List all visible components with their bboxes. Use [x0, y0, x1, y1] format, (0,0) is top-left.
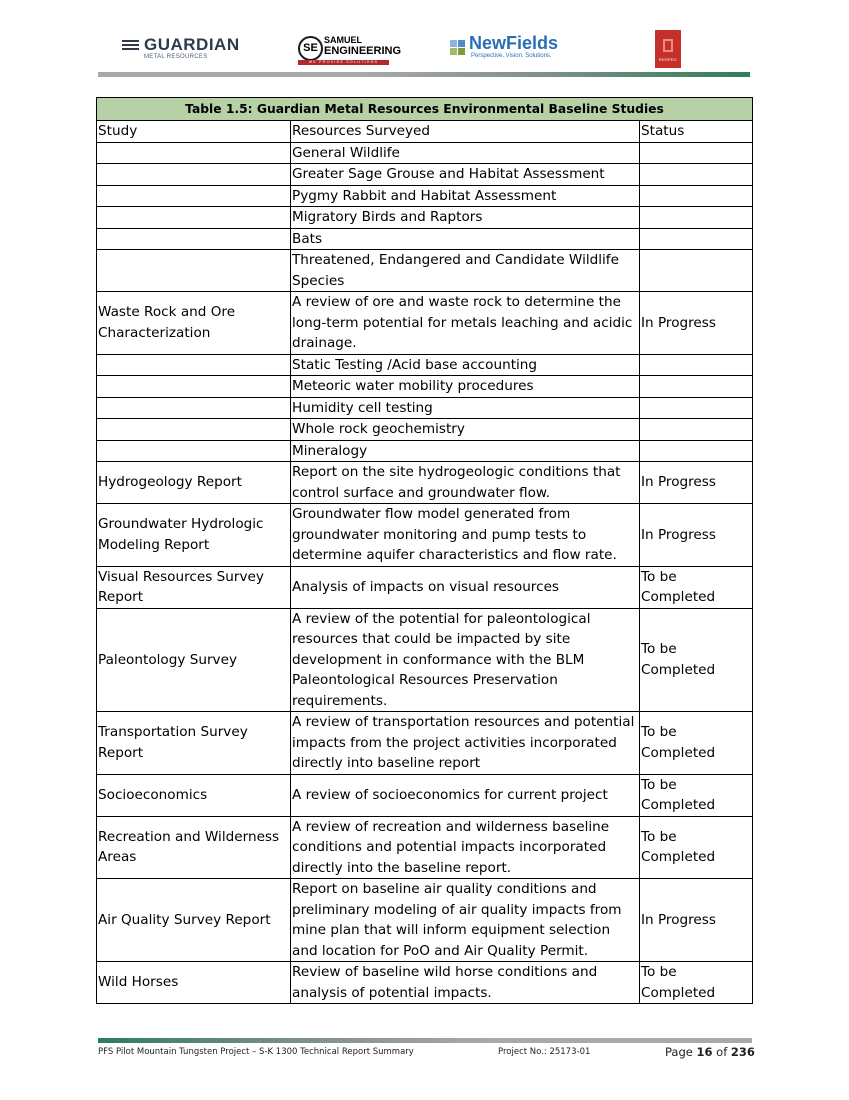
guardian-logo — [122, 36, 247, 64]
newfields-square-icon — [458, 40, 465, 47]
resources-cell: Report on the site hydrogeologic conditions that control surface and groundwater flow. — [291, 462, 640, 504]
resources-cell: Meteoric water mobility procedures — [291, 376, 640, 398]
status-cell: In Progress — [640, 462, 753, 504]
study-cell — [97, 142, 291, 164]
table-row — [97, 962, 753, 1004]
page-of: of — [716, 1045, 728, 1059]
column-header-study: Study — [97, 121, 291, 143]
table-row — [97, 164, 753, 186]
resources-cell: Greater Sage Grouse and Habitat Assessment — [291, 164, 640, 186]
status-cell: To be Completed — [640, 566, 753, 608]
respec-mark-icon — [663, 39, 673, 52]
table-header-row — [97, 121, 753, 143]
table-row — [97, 354, 753, 376]
table-row — [97, 228, 753, 250]
study-cell — [97, 228, 291, 250]
study-cell — [97, 164, 291, 186]
resources-cell: A review of the potential for paleontological resources that could be impacted by site development in conformance with the BLM Paleontological Resources Preservation requirements. — [291, 608, 640, 712]
newfields-square-icon — [458, 48, 465, 55]
table-row — [97, 292, 753, 355]
table-row — [97, 250, 753, 292]
table-row — [97, 376, 753, 398]
status-cell — [640, 440, 753, 462]
study-cell: Socioeconomics — [97, 774, 291, 816]
status-cell — [640, 228, 753, 250]
table-row — [97, 142, 753, 164]
table-row — [97, 419, 753, 441]
respec-logo — [655, 30, 681, 68]
resources-cell: Pygmy Rabbit and Habitat Assessment — [291, 185, 640, 207]
status-cell — [640, 185, 753, 207]
page-current: 16 — [696, 1045, 713, 1059]
table-row — [97, 504, 753, 567]
status-cell — [640, 354, 753, 376]
study-cell: Hydrogeology Report — [97, 462, 291, 504]
table-row — [97, 774, 753, 816]
footer-project-title: PFS Pilot Mountain Tungsten Project – S-K 1300 Technical Report Summary — [98, 1047, 414, 1057]
samuel-mark-icon: SE — [298, 36, 323, 61]
page-total: 236 — [730, 1045, 755, 1059]
column-header-status: Status — [640, 121, 753, 143]
newfields-logo-sub: Perspective. Vision. Solutions. — [471, 53, 552, 59]
resources-cell: A review of ore and waste rock to determine the long-term potential for metals leaching and acidic drainage. — [291, 292, 640, 355]
status-cell: In Progress — [640, 292, 753, 355]
table-row — [97, 440, 753, 462]
resources-cell: Static Testing /Acid base accounting — [291, 354, 640, 376]
baseline-studies-table — [96, 97, 753, 1004]
status-cell — [640, 397, 753, 419]
status-cell — [640, 164, 753, 186]
samuel-logo-line2: ENGINEERING — [324, 45, 402, 57]
resources-cell: Humidity cell testing — [291, 397, 640, 419]
header-rule — [98, 72, 750, 77]
study-cell: Groundwater Hydrologic Modeling Report — [97, 504, 291, 567]
study-cell: Air Quality Survey Report — [97, 879, 291, 962]
footer-rule — [98, 1038, 752, 1043]
status-cell — [640, 250, 753, 292]
study-cell — [97, 397, 291, 419]
status-cell: To be Completed — [640, 608, 753, 712]
study-cell — [97, 419, 291, 441]
guardian-logo-name: GUARDIAN — [144, 35, 240, 54]
table-row — [97, 879, 753, 962]
study-cell: Recreation and Wilderness Areas — [97, 816, 291, 879]
table-row — [97, 712, 753, 775]
study-cell — [97, 250, 291, 292]
resources-cell: Review of baseline wild horse conditions and analysis of potential impacts. — [291, 962, 640, 1004]
footer-page-number — [665, 1045, 755, 1059]
study-cell — [97, 207, 291, 229]
study-cell — [97, 440, 291, 462]
table-row — [97, 566, 753, 608]
status-cell — [640, 207, 753, 229]
resources-cell: A review of socioeconomics for current project — [291, 774, 640, 816]
resources-cell: General Wildlife — [291, 142, 640, 164]
study-cell: Paleontology Survey — [97, 608, 291, 712]
study-cell — [97, 185, 291, 207]
newfields-logo — [449, 33, 579, 64]
table-title: Table 1.5: Guardian Metal Resources Environmental Baseline Studies — [97, 98, 753, 121]
table-row — [97, 816, 753, 879]
newfields-square-icon — [450, 48, 457, 55]
study-cell: Visual Resources Survey Report — [97, 566, 291, 608]
status-cell: In Progress — [640, 879, 753, 962]
resources-cell: A review of transportation resources and potential impacts from the project activities incorporated directly into baseline report — [291, 712, 640, 775]
samuel-engineering-logo — [298, 34, 402, 66]
status-cell: To be Completed — [640, 712, 753, 775]
guardian-bars-icon — [122, 40, 139, 52]
table-row — [97, 397, 753, 419]
resources-cell: Mineralogy — [291, 440, 640, 462]
footer-project-number: Project No.: 25173-01 — [498, 1047, 591, 1057]
resources-cell: Bats — [291, 228, 640, 250]
newfields-logo-name: NewFields — [469, 33, 559, 53]
table-row — [97, 462, 753, 504]
resources-cell: Threatened, Endangered and Candidate Wildlife Species — [291, 250, 640, 292]
study-cell: Waste Rock and Ore Characterization — [97, 292, 291, 355]
samuel-logo-line1: SAMUEL — [324, 35, 362, 45]
study-cell: Wild Horses — [97, 962, 291, 1004]
study-cell: Transportation Survey Report — [97, 712, 291, 775]
resources-cell: Whole rock geochemistry — [291, 419, 640, 441]
status-cell — [640, 376, 753, 398]
status-cell: To be Completed — [640, 816, 753, 879]
status-cell — [640, 419, 753, 441]
study-cell — [97, 376, 291, 398]
table-row — [97, 608, 753, 712]
status-cell: In Progress — [640, 504, 753, 567]
resources-cell: Migratory Birds and Raptors — [291, 207, 640, 229]
newfields-square-icon — [450, 40, 457, 47]
study-cell — [97, 354, 291, 376]
resources-cell: A review of recreation and wilderness baseline conditions and potential impacts incorporated directly into the baseline report. — [291, 816, 640, 879]
guardian-logo-sub: METAL RESOURCES — [144, 54, 208, 60]
status-cell: To be Completed — [640, 962, 753, 1004]
respec-logo-name: RESPEC — [658, 57, 678, 62]
table-row — [97, 207, 753, 229]
table-row — [97, 185, 753, 207]
resources-cell: Report on baseline air quality conditions and preliminary modeling of air quality impacts from mine plan that will inform equipment selection and location for PoO and Air Quality Permit. — [291, 879, 640, 962]
resources-cell: Groundwater flow model generated from groundwater monitoring and pump tests to determine aquifer characteristics and flow rate. — [291, 504, 640, 567]
samuel-logo-tag: WE PROVIDE SOLUTIONS — [298, 60, 389, 65]
page-prefix: Page — [665, 1045, 693, 1059]
resources-cell: Analysis of impacts on visual resources — [291, 566, 640, 608]
status-cell — [640, 142, 753, 164]
column-header-resources: Resources Surveyed — [291, 121, 640, 143]
status-cell: To be Completed — [640, 774, 753, 816]
